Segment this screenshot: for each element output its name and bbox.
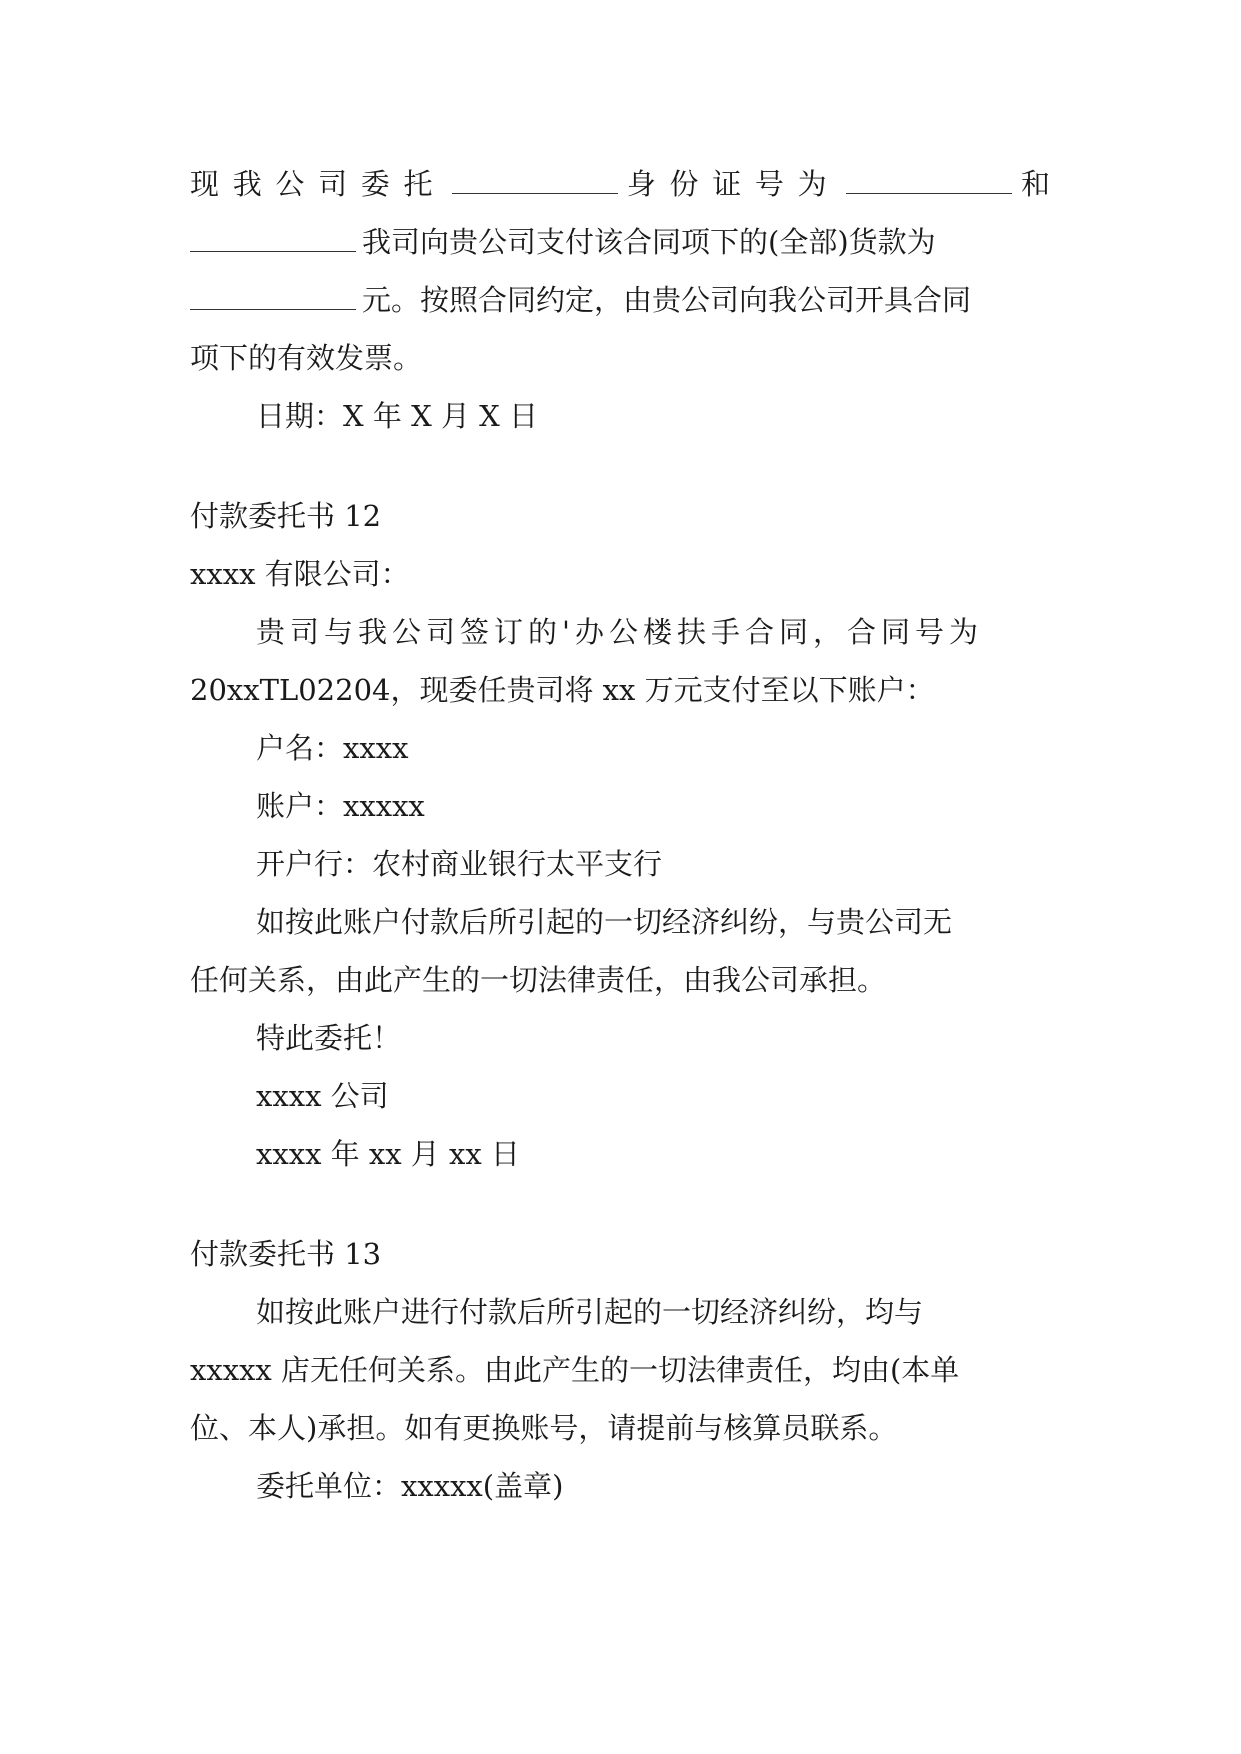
section-gap bbox=[190, 445, 1050, 487]
top-para-line-3 bbox=[190, 271, 1050, 329]
section-13-title: 付款委托书 13 bbox=[190, 1237, 382, 1271]
blank-field-id-number[interactable] bbox=[846, 161, 1012, 194]
blank-field-trustee[interactable] bbox=[452, 161, 618, 194]
section-12-account-number: 账户：xxxxx bbox=[256, 789, 425, 823]
top-para-line-2-text: 我司向贵公司支付该合同项下的(全部)货款为 bbox=[362, 225, 936, 259]
section-12-signer: xxxx 公司 bbox=[256, 1079, 389, 1113]
section-12-addressee: xxxx 有限公司： bbox=[190, 557, 410, 591]
top-para-line-1 bbox=[190, 155, 1050, 213]
top-para-line-2 bbox=[190, 213, 1050, 271]
section-12-account-name: 户名：xxxx bbox=[256, 731, 409, 765]
section-12-bank: 开户行：农村商业银行太平支行 bbox=[256, 847, 663, 881]
section-13-entrusting-unit: 委托单位：xxxxx(盖章) bbox=[256, 1469, 564, 1503]
section-12-date: xxxx 年 xx 月 xx 日 bbox=[256, 1137, 520, 1171]
section-12-para1-line-2: 20xxTL02204，现委任贵司将 xx 万元支付至以下账户： bbox=[190, 673, 935, 707]
section-13-para1-line-2: xxxxx 店无任何关系。由此产生的一切法律责任，均由(本单 bbox=[190, 1353, 960, 1387]
section-12-title: 付款委托书 12 bbox=[190, 499, 382, 533]
top-para-text-b: 身份证号为 bbox=[624, 167, 841, 201]
top-para-text-c: 和 bbox=[1018, 167, 1050, 201]
section-gap bbox=[190, 1183, 1050, 1225]
blank-field-amount[interactable] bbox=[190, 277, 356, 310]
top-para-text-a: 现我公司委托 bbox=[190, 167, 447, 201]
top-date: 日期：X 年 X 月 X 日 bbox=[256, 399, 539, 433]
section-12-para1-line-1: 贵司与我公司签订的'办公楼扶手合同，合同号为 bbox=[256, 615, 983, 649]
top-para-line-3-text: 元。按照合同约定，由贵公司向我公司开具合同 bbox=[362, 283, 972, 317]
document-page bbox=[190, 155, 1050, 1515]
section-13-para1-line-1: 如按此账户进行付款后所引起的一切经济纠纷，均与 bbox=[256, 1295, 924, 1329]
blank-field-second-party[interactable] bbox=[190, 219, 356, 252]
section-12-para2-line-1: 如按此账户付款后所引起的一切经济纠纷，与贵公司无 bbox=[256, 905, 953, 939]
top-para-line-4: 项下的有效发票。 bbox=[190, 341, 423, 375]
section-12-closing: 特此委托！ bbox=[256, 1021, 402, 1055]
section-12-para2-line-2: 任何关系，由此产生的一切法律责任，由我公司承担。 bbox=[190, 963, 887, 997]
section-13-para1-line-3: 位、本人)承担。如有更换账号，请提前与核算员联系。 bbox=[190, 1411, 898, 1445]
